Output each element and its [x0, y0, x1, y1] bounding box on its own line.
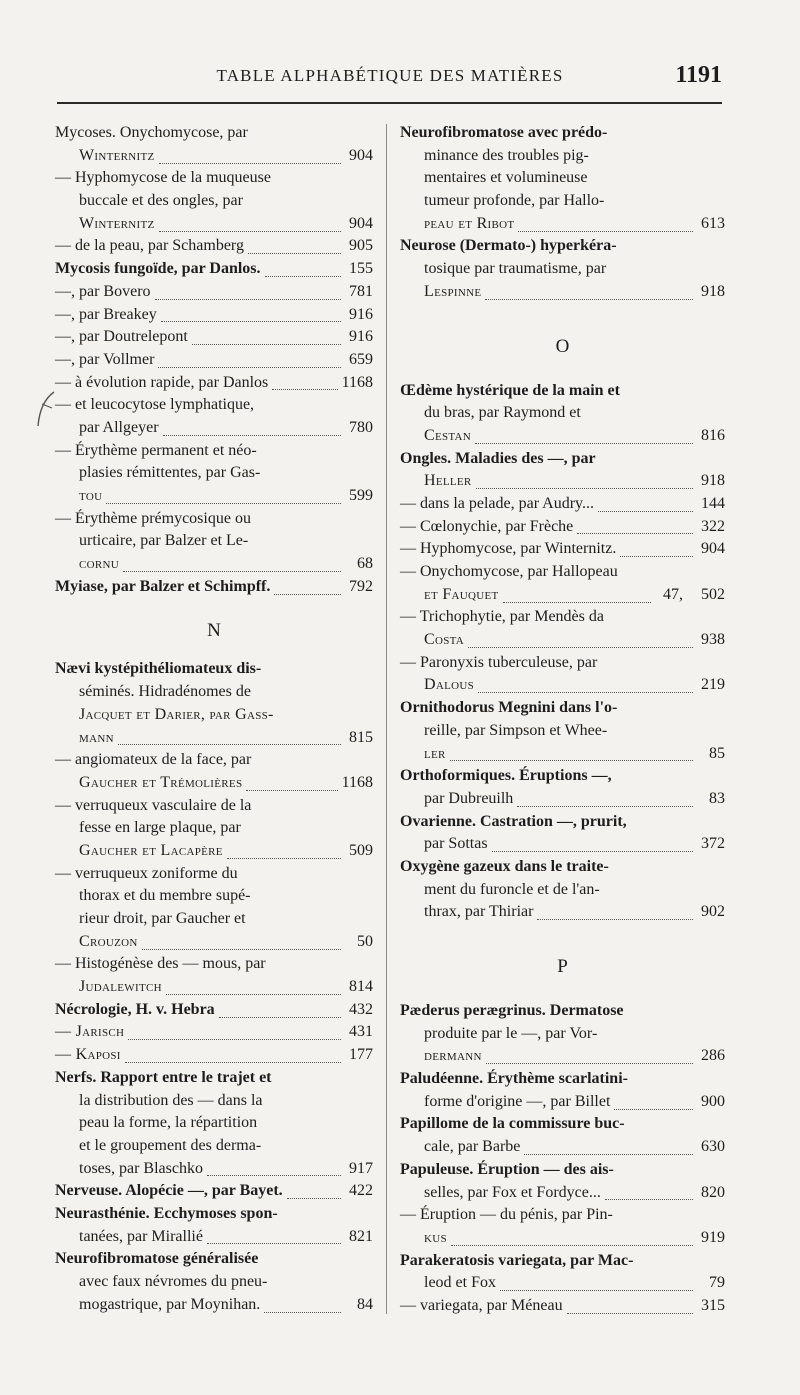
entry-line: Jacquet et Darier, par Gass- [79, 705, 274, 723]
entry-line: rieur droit, par Gaucher et [79, 910, 246, 927]
entry-line: Judalewitch 814 [79, 978, 373, 996]
entry-line: par Sottas 372 [424, 835, 725, 853]
entry-line: Ovarienne. Castration —, prurit, [400, 812, 627, 830]
entry-line: tanées, par Mirallié 821 [79, 1227, 373, 1245]
entry-line: — Jarisch 431 [55, 1023, 373, 1041]
entry-line: Dalous 219 [424, 676, 725, 694]
page-number: 1191 [675, 62, 722, 88]
entry-line: par Allgeyer 780 [79, 418, 373, 436]
entry-line: tumeur profonde, par Hallo- [424, 192, 605, 210]
entry-line: Papuleuse. Éruption — des ais- [400, 1160, 614, 1178]
header-rule [57, 102, 722, 104]
entry-line: Lespinne 918 [424, 282, 725, 300]
entry-line: peau la forme, la répartition [79, 1114, 258, 1132]
entry-line: Œdème hystérique de la main et [400, 381, 620, 399]
entry-line: — angiomateux de la face, par [55, 751, 252, 769]
entry-line: — dans la pelade, par Audry... 144 [400, 494, 725, 512]
entry-line: — et leucocytose lymphatique, [55, 396, 255, 414]
entry-line: — Hyphomycose, par Winternitz. 904 [400, 540, 725, 558]
left-column [55, 124, 373, 1318]
section-letter-o: O [555, 335, 570, 357]
entry-line: — Érythème prémycosique ou [55, 509, 251, 527]
entry-line: Ornithodorus Megnini dans l'o- [400, 699, 618, 717]
entry-line: — Histogénèse des — mous, par [55, 955, 266, 973]
entry-line: minance des troubles pig- [424, 146, 589, 164]
entry-line: cornu 68 [79, 555, 373, 573]
entry-line: —, par Vollmer 659 [55, 350, 373, 368]
entry-line: ment du furoncle et de l'an- [424, 880, 600, 898]
entry-line: séminés. Hidradénomes de [79, 683, 251, 701]
entry-line: et Fauquet 47, 502 [424, 585, 725, 603]
entry-line: Papillome de la commissure buc- [400, 1115, 625, 1133]
entry-line: Ongles. Maladies des —, par [400, 449, 596, 467]
entry-line: reille, par Simpson et Whee- [424, 721, 608, 739]
entry-line: Myiase, par Balzer et Schimpff. 792 [55, 577, 373, 595]
entry-line: Neurofibromatose généralisée [55, 1250, 259, 1268]
entry-line: du bras, par Raymond et [424, 404, 581, 422]
entry-line: avec faux névromes du pneu- [79, 1273, 268, 1290]
entry-line: Oxygène gazeux dans le traite- [400, 857, 609, 875]
entry-line: la distribution des — dans la [79, 1091, 263, 1109]
section-letter-p: P [557, 956, 568, 977]
entry-line: Mycoses. Onychomycose, par [55, 124, 248, 141]
entry-line: Parakeratosis variegata, par Mac- [400, 1251, 634, 1269]
entry-line: Paludéenne. Érythème scarlatini- [400, 1070, 628, 1088]
entry-line: — Paronyxis tuberculeuse, par [400, 653, 598, 671]
entry-line: mogastrique, par Moynihan. 84 [79, 1295, 373, 1313]
entry-line: ler 85 [424, 744, 725, 762]
entry-line: et le groupement des derma- [79, 1136, 262, 1154]
entry-line: —, par Breakey 916 [55, 305, 373, 323]
entry-line: tosique par traumatisme, par [424, 260, 607, 278]
entry-line: Winternitz 904 [79, 146, 373, 164]
entry-line: —, par Bovero 781 [55, 282, 373, 300]
column-divider [386, 124, 387, 1314]
entry-line: Gaucher et Lacapère 509 [79, 841, 373, 859]
entry-line: Pæderus perægrinus. Dermatose [400, 1002, 624, 1019]
page-header [58, 62, 722, 92]
entry-line: dermann 286 [424, 1047, 725, 1065]
entry-line: leod et Fox 79 [424, 1274, 725, 1292]
entry-line: forme d'origine —, par Billet 900 [424, 1092, 725, 1110]
entry-line: —, par Doutrelepont 916 [55, 328, 373, 346]
entry-line: Nerfs. Rapport entre le trajet et [55, 1068, 272, 1086]
entry-line: — Onychomycose, par Hallopeau [400, 563, 618, 580]
entry-line: mann 815 [79, 728, 373, 746]
entry-line: kus 919 [424, 1228, 725, 1246]
entry-line: — Cœlonychie, par Frèche 322 [400, 517, 725, 535]
entry-line: thrax, par Thiriar 902 [424, 903, 725, 921]
entry-line: Heller 918 [424, 472, 725, 490]
entry-line: urticaire, par Balzer et Le- [79, 532, 249, 550]
entry-line: Orthoformiques. Éruptions —, [400, 767, 612, 785]
entry-line: Nerveuse. Alopécie —, par Bayet. 422 [55, 1182, 373, 1200]
entry-line: peau et Ribot 613 [424, 214, 725, 232]
right-column [400, 124, 725, 1320]
entry-line: mentaires et volumineuse [424, 169, 588, 187]
entry-line: Neurasthénie. Ecchymoses spon- [55, 1204, 278, 1222]
entry-line: Neurose (Dermato-) hyperkéra- [400, 237, 617, 255]
entry-line: — verruqueux zoniforme du [55, 864, 238, 882]
entry-line: — Kaposi 177 [55, 1046, 373, 1064]
entry-line: plasies rémittentes, par Gas- [79, 464, 261, 482]
entry-line: — Éruption — du pénis, par Pin- [400, 1206, 613, 1224]
entry-line: Gaucher et Trémolières 1168 [79, 773, 373, 791]
running-title: TABLE ALPHABÉTIQUE DES MATIÈRES [216, 66, 564, 85]
section-letter-n: N [207, 620, 221, 642]
entry-line: — verruqueux vasculaire de la [55, 796, 252, 814]
entry-line: thorax et du membre supé- [79, 887, 251, 905]
entry-line: produite par le —, par Vor- [424, 1024, 598, 1042]
entry-line: Costa 938 [424, 631, 725, 649]
entry-line: toses, par Blaschko 917 [79, 1159, 373, 1177]
entry-line: Crouzon 50 [79, 932, 373, 950]
entry-line: — Érythème permanent et néo- [55, 441, 257, 459]
entry-line: — variegata, par Méneau 315 [400, 1296, 725, 1314]
entry-line: Nécrologie, H. v. Hebra 432 [55, 1000, 373, 1018]
entry-line: — Trichophytie, par Mendès da [400, 608, 604, 626]
entry-line: par Dubreuilh 83 [424, 789, 725, 807]
entry-line: Nævi kystépithéliomateux dis- [55, 660, 262, 678]
entry-line: cale, par Barbe 630 [424, 1138, 725, 1156]
entry-line: tou 599 [79, 487, 373, 504]
entry-line: Neurofibromatose avec prédo- [400, 124, 608, 141]
entry-line: buccale et des ongles, par [79, 192, 243, 210]
entry-line: — à évolution rapide, par Danlos 1168 [55, 373, 373, 391]
entry-line: Mycosis fungoïde, par Danlos. 155 [55, 260, 373, 278]
entry-line: — de la peau, par Schamberg 905 [55, 237, 373, 255]
entry-line: fesse en large plaque, par [79, 819, 241, 837]
entry-line: Winternitz 904 [79, 214, 373, 232]
entry-line: selles, par Fox et Fordyce... 820 [424, 1183, 725, 1201]
entry-line: Cestan 816 [424, 426, 725, 444]
entry-line: — Hyphomycose de la muqueuse [55, 169, 271, 187]
